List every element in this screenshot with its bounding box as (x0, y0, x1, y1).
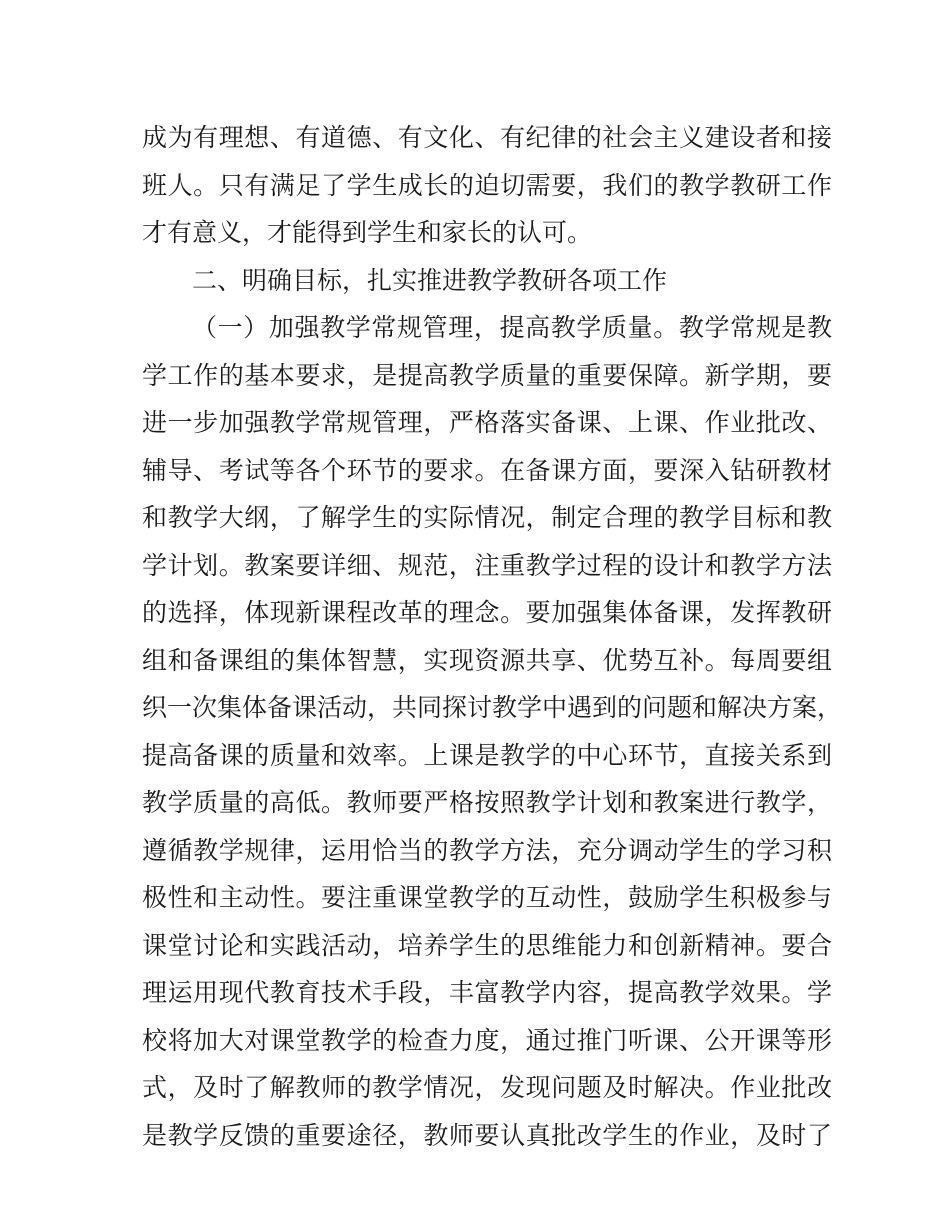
paragraph-continuation (142, 114, 832, 257)
text-line: 校将加大对课堂教学的检查力度，通过推门听课、公开课等形 (142, 1025, 832, 1055)
text-line: 辅导、考试等各个环节的要求。在备课方面，要深入钻研教材 (142, 455, 832, 485)
text-line: 和教学大纲，了解学生的实际情况，制定合理的教学目标和教 (142, 503, 832, 532)
text-line: 进一步加强教学常规管理，严格落实备课、上课、作业批改、 (142, 408, 832, 437)
text-line: 是教学反馈的重要途径，教师要认真批改学生的作业，及时了 (142, 1120, 832, 1150)
section-heading-text: 二、明确目标，扎实推进教学教研各项工作 (192, 265, 668, 295)
text-line: 班人。只有满足了学生成长的迫切需要，我们的教学教研工作 (142, 170, 832, 200)
text-line: 课堂讨论和实践活动，培养学生的思维能力和创新精神。要合 (142, 930, 832, 960)
text-line: 才有意义，才能得到学生和家长的认可。 (142, 218, 593, 247)
text-line: 式，及时了解教师的教学情况，发现问题及时解决。作业批改 (142, 1073, 832, 1102)
text-line: 提高备课的质量和效率。上课是教学的中心环节，直接关系到 (142, 740, 832, 770)
text-line: 学计划。教案要详细、规范，注重教学过程的设计和教学方法 (142, 550, 832, 580)
text-line: 组和备课组的集体智慧，实现资源共享、优势互补。每周要组 (142, 645, 832, 675)
document-body (142, 114, 843, 1159)
text-line: 理运用现代教育技术手段，丰富教学内容，提高教学效果。学 (142, 978, 832, 1007)
text-line: 极性和主动性。要注重课堂教学的互动性，鼓励学生积极参与 (142, 883, 832, 912)
text-line: 教学质量的高低。教师要严格按照教学计划和教案进行教学， (142, 788, 832, 817)
text-line: 的选择，体现新课程改革的理念。要加强集体备课，发挥教研 (142, 598, 832, 627)
paragraph-teaching-routine (142, 304, 843, 1159)
text-line: 遵循教学规律，运用恰当的教学方法，充分调动学生的学习积 (142, 835, 832, 865)
text-line: 学工作的基本要求，是提高教学质量的重要保障。新学期，要 (142, 360, 832, 390)
text-line: 织一次集体备课活动，共同探讨教学中遇到的问题和解决方案， (142, 693, 843, 722)
section-heading (142, 257, 832, 305)
text-line: （一）加强教学常规管理，提高教学质量。教学常规是教 (192, 313, 832, 342)
text-line: 成为有理想、有道德、有文化、有纪律的社会主义建设者和接 (142, 123, 832, 152)
